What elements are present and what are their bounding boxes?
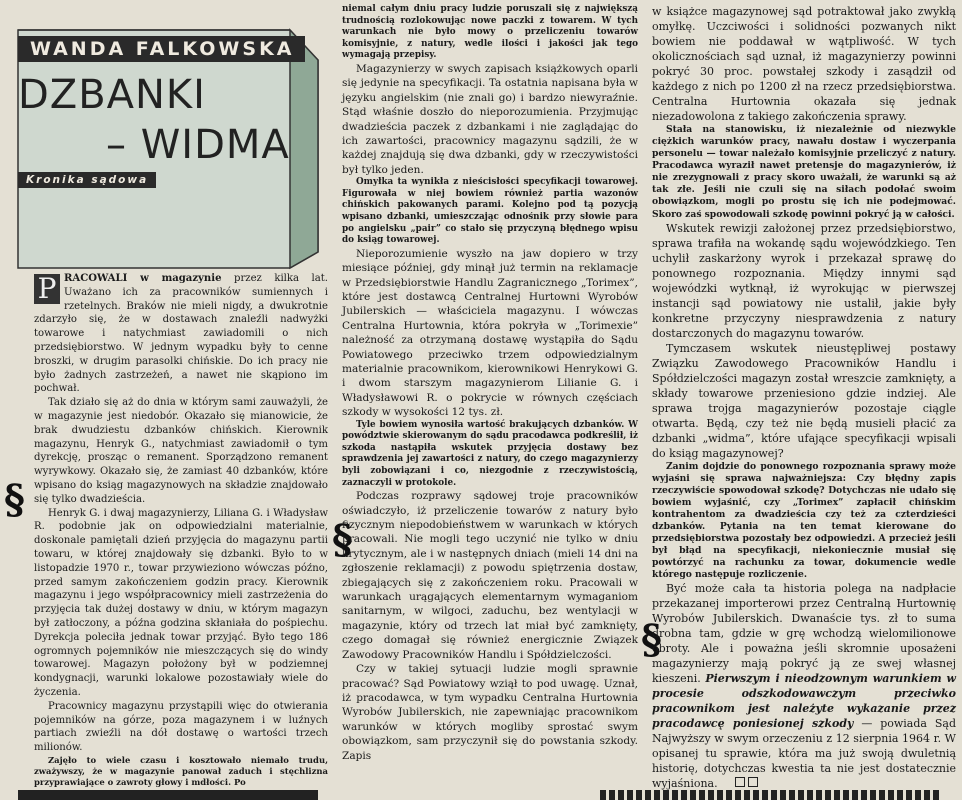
article-header: [8, 20, 326, 270]
paragraph: Magazynierzy w swych zapisach książkowych oparli się jedynie na specyfikacji. Ta ostatnia napisana była w języku angielskim (nie znali go) i bardzo niewyraźnie. Stąd właśnie doszło do nieporozumienia. Przyjmując dwadzieścia paczek z dzbankami i nie zaglądając do ich zawartości, pracownicy magazynu sądzili, że w każdej znajdują się dwa dzbanki, gdy w rzeczywistości był tylko jeden.: [342, 62, 638, 176]
section-label: Kronika sądowa: [18, 172, 156, 188]
lead-paragraph: [34, 272, 328, 396]
lead-bold: RACOWALI w magazynie: [64, 273, 222, 284]
lead-text: przez kilka lat. Uważano ich za pracowników sumiennych i rzetelnych. Braków nie mieli nigdy, a dwukrotnie zdarzyło się, że w dostawach znaleźli nadwyżki towarowe i natychmiast zawiadomili o nich przedsiębiorstwo. W jednym wypadku były to cenne broszki, w drugim parasolki chińskie. Do ich pracy nie było żadnych zastrzeżeń, a nawet nie skąpiono im pochwał.: [34, 273, 328, 395]
paragraph: w książce magazynowej sąd potraktował jako zwykłą omyłkę. Uczciwości i solidności pozwanych nikt bowiem nie poddawał w wątpliwość. W tych okolicznościach sąd uznał, iż magazynierzy powinni pokryć 30 proc. powstałej szkody i zasądził od każdego z nich po 1200 zł na rzecz przedsiębiorstwa. Centralna Hurtownia okazała się jednak niezadowolona z takiego zakończenia sprawy.: [652, 5, 956, 123]
small-paragraph: Tyle bowiem wynosiła wartość brakujących dzbanków. W powództwie skierowanym do sądu pracodawca podkreślił, iż szkoda nastąpiła wskutek przyjęcia dostawy bez sprawdzenia jej zawartości z natury, do czego magazynierzy byli zobowiązani i co, niezgodnie z rzeczywistością, zaznaczyli w protokole.: [342, 419, 638, 488]
paragraph: Pracownicy magazynu przystąpili więc do otwierania pojemników na górze, poza magazynem i w luźnych partiach zwieźli na dół dostawę o wartości trzech milionów.: [34, 700, 328, 754]
title-line-1: DZBANKI: [18, 72, 206, 118]
paragraph: Tak działo się aż do dnia w którym sami zauważyli, że w magazynie jest niedobór. Okazało się mianowicie, że brak dwudziestu dzbanków chińskich. Kierownik magazynu, Henryk G., natychmiast zawiadomił o tym dyrekcję, prosząc o remanent. Sporządzono remanent wyrywkowy. Okazało się, że zamiast 40 dzbanków, które wpisano do ksiąg magazynowych na składzie znajdowało się tylko dwadzieścia.: [34, 397, 328, 505]
bottom-rule: [18, 790, 318, 800]
column-1: [34, 272, 328, 788]
small-paragraph: Omyłka ta wynikła z nieścisłości specyfikacji towarowej. Figurowała w niej bowiem również partia wazonów chińskich pakowanych parami. Kolejno pod tą pozycją wpisano dzbanki, umieszczając odnośnik przy słowie para po angielsku „pair” co stało się przyczyną błędnego wpisu do ksiąg towarowej.: [342, 177, 638, 246]
small-paragraph: Zanim dojdzie do ponownego rozpoznania sprawy może wyjaśni się sprawa najważniejsza: Czy błędny zapis rzeczywiście spowodował szkodę? Dotychczas nie udało się bowiem wyjaśnić, czy „Torimex” zapłacił chińskim kontrahentom za dwadzieścia czy też za czterdzieści dzbanków. Pytania na ten temat kierowane do przedsiębiorstwa pozostały bez odpowiedzi. A przecież jeśli był błąd na specyfikacji, niekoniecznie musiał się powtórzyć na rachunku za towar, dokumencie wedle którego następuje rozliczenie.: [652, 460, 956, 581]
paragraph: Tymczasem wskutek nieustępliwej postawy Związku Zawodowego Pracowników Handlu i Spółdzielczości magazyn został wreszcie zamknięty, a składy towarowe przeniesiono gdzie indziej. Ale sprawa trojga magazynierów pozostaje ciągle otwarta. Będą, czy też nie będą musieli płacić za dzbanki „widma”, które ufające specyfikacji wpisali do ksiąg magazynowej?: [652, 341, 956, 460]
paragraph: Henryk G. i dwaj magazynierzy, Liliana G. i Władysław R. podobnie jak on odpowiedzialni materialnie, doskonale pamiętali dzień przyjęcia do magazynu partii towaru, w której znajdowały się dzbanki. Było to w listopadzie 1970 r., towar przywieziono wówczas późno, przed samym zakończeniem godzin pracy. Kierownik magazynu i jego współpracownicy mieli zastrzeżenia do przyjęcia tak dużej dostawy w dniu, w którym magazyn był zatłoczony, a późna godzina skłaniała do pośpiechu. Dyrekcja poleciła jednak towar przyjąć. Było tego 186 ogromnych pojemników nie mieszczących się do windy towarowej. Magazyn położony był w podziemnej kondygnacji, warunki lokalowe pozostawiały wiele do życzenia.: [34, 507, 328, 698]
paragraph: Nieporozumienie wyszło na jaw dopiero w trzy miesiące później, gdy minął już termin na reklamacje w Przedsiębiorstwie Handlu Zagranicznego „Torimex”, które jest dostawcą Centralnej Hurtowni Wyrobów Jubilerskich — właściciela magazynu. I wówczas Centralna Hurtownia, która pokryła w „Torimexie” należność za otrzymaną dostawę wystąpiła do Sądu Powiatowego przeciwko trzem odpowiedzialnym materialnie pracownikom, kierownikowi Henrykowi G. i dwom starszym magazynierom Lilianie G. i Władysławowi R. o pokrycie w równych częściach szkody w wysokości 12 tys. zł.: [342, 247, 638, 419]
small-paragraph: niemal całym dniu pracy ludzie poruszali się z największą trudnością rozlokowując nowe paczki z towarem. W tych warunkach nie było mowy o przeliczeniu towarów komisyjnie, z natury, wedle ilości i jakości jak tego wymagają przepisy.: [342, 4, 638, 61]
bottom-rule-dashed: [600, 790, 940, 800]
closing-paragraph: [652, 581, 956, 791]
column-3: [652, 4, 956, 791]
author-name: WANDA FALKOWSKA: [18, 36, 305, 62]
column-2: [342, 4, 638, 763]
title-line-2: – WIDMA: [106, 122, 290, 168]
small-paragraph: Zajęło to wiele czasu i kosztowało niemało trudu, zważywszy, że w magazynie panował zaduch i stęchlizna przyprawiające o zawroty głowy i mdłości. Po: [34, 754, 328, 788]
drop-cap: P: [34, 274, 60, 304]
closing-text-end: — powiada Sąd Najwyższy w swym orzeczeniu z 12 sierpnia 1964 r. W opisanej tu sprawie, która ma już swoją dwuletnią historię, dotychczas kwestia ta nie jest dostatecznie wyjaśniona.: [652, 717, 956, 791]
paragraph: Podczas rozprawy sądowej troje pracowników oświadczyło, iż przeliczenie towarów z natury było fizycznym niepodobieństwem w warunkach w których pracowali. Nie mogli tego uczynić nie tylko w dniu krytycznym, ale i w następnych dniach (mieli 14 dni na zgłoszenie reklamacji) z powodu spiętrzenia dostaw, zbiegających się z zakończeniem roku. Pracowali w warunkach urągających elementarnym wymaganiom sanitarnym, w wilgoci, zaduchu, bez wentylacji w magazynie, który od trzech lat miał być zamknięty, czego domagał się również energicznie Związek Zawodowy Pracowników Handlu i Spółdzielczości.: [342, 490, 638, 661]
paragraph: Czy w takiej sytuacji ludzie mogli sprawnie pracować? Sąd Powiatowy wziął to pod uwagę. Uznał, iż pracodawca, w tym wypadku Centralna Hurtownia Wyrobów Jubilerskich, nie zapewniając pracownikom warunków w których mogliby sprostać swym obowiązkom, sam przyczynił się do powstania szkody. Zapis: [342, 663, 638, 762]
section-mark: §: [4, 476, 25, 523]
section-mark: §: [332, 516, 353, 563]
closing-text: Być może cała ta historia polega na nadpłacie przekazanej importerowi przez Centralną Hurtownię Wyrobów Jubilerskich. Dwanaście tys. zł to suma drobna tam, gdzie w grę wchodzą wielomilionowe obroty. Ale i poważna jeśli skromnie uposażeni magazynierzy mają pokryć ją ze swej własnej kieszeni.: [652, 582, 956, 686]
paragraph: Wskutek rewizji założonej przez przedsiębiorstwo, sprawa trafiła na wokandę sądu wojewódzkiego. Ten uchylił zaskarżony wyrok i przekazał sprawę do ponownego rozpoznania. Między innymi sąd wojewódzki wytknął, iż wyrokując w pierwszej instancji sąd powiatowy nie ustalił, jakie były konkretne przyczyny niesprawdzenia z natury dostarczonych do magazynu towarów.: [652, 221, 956, 340]
quote-italic: Pierwszym i nieodzownym warunkiem w procesie odszkodowawczym przeciwko pracownikom jest należyte wykazanie przez pracodawcę poniesionej szkody: [652, 672, 956, 731]
small-paragraph: Stała na stanowisku, iż niezależnie od niezwykle ciężkich warunków pracy, nawału dostaw i wyczerpania personelu — towar należało komisyjnie przeliczyć z natury. Pracodawca wyraził nawet pretensje do magazynierów, iż nie zrezygnowali z pracy skoro uważali, że warunki są aż tak złe. Jeśli nie czuli się na siłach podołać swoim obowiązkom, mogli po prostu się ich nie podejmować. Skoro zaś spowodowali szkodę powinni pokryć ją w całości.: [652, 124, 956, 220]
section-mark: §: [641, 616, 662, 663]
